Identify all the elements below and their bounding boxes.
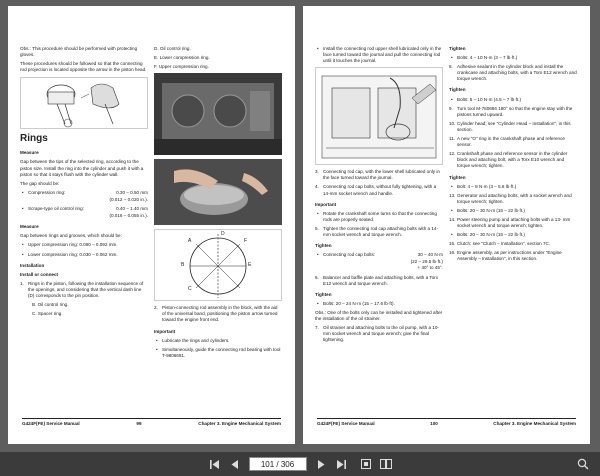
step-10-number: 10. [449, 120, 456, 126]
step-8 [449, 64, 577, 82]
left-footer-title: G424F(FE) Service Manual [22, 421, 80, 426]
c2-tighten-heading-2: Tighten [449, 87, 466, 93]
step-8-text: Adhesive sealant in the cylinder block and install the crankcase and attaching bolts, with a Torx E12 wrench and torque wrench. [457, 64, 577, 82]
c2-bolts-2: • Bolts: 5 – 10 N·m (4.5 – 7 lb·ft.) [449, 97, 577, 103]
step-12-text: Crankshaft phase and reference sensor in the cylinder block and attaching bolt, with a Torx E10 wrench and torque wrench; tighten. [457, 151, 568, 169]
step-9-text: Turn tool M-780666 180° so that the engine stay with the pistons turned upward. [457, 105, 573, 117]
connecting-rod-drawing [316, 68, 442, 164]
left-page-footer [22, 418, 281, 426]
step-15-number: 15. [449, 241, 456, 247]
right-footer-page-number: 100 [430, 421, 438, 426]
c2-bolts-1: • Bolts: 4 – 10 N·m (3 – 7 lb·ft.) [449, 55, 577, 61]
step-7 [315, 325, 443, 343]
obs-paragraph-2: These procedures should be followed so that the connecting rod projection is located opposite the arrow in the piston head. [20, 61, 147, 73]
tighten-heading-1: Tighten [315, 243, 332, 249]
step-1-number: 1. [20, 280, 24, 286]
right-footer-title: G424F(FE) Service Manual [317, 421, 375, 426]
step-12 [449, 151, 577, 169]
step-1-text: Rings in the piston, following the installation sequence of the openings, and considering that the vertical dash line (D) corresponds to the pin position. [28, 280, 144, 298]
scraper-value-2: (0.016 – 0.055 in.). [109, 213, 148, 219]
important-bullet-right: • Rotate the crankshaft some turns so that the connecting rods are properly seated. [315, 211, 443, 223]
diagram-label-e: E [248, 262, 252, 269]
measure-heading-2: Measure [20, 224, 39, 230]
measure-text-2: Gap between rings and grooves, which should be: [20, 233, 122, 239]
step-2-number: 2. [154, 305, 158, 311]
step-10-text: Cylinder head; see "Cylinder Head – Installation", in this section. [457, 120, 571, 132]
step-11 [449, 136, 577, 148]
step-8-number: 8. [449, 64, 453, 70]
zoom-icon[interactable] [572, 456, 594, 472]
connecting-rod-illustration [315, 67, 443, 165]
step-5-text: Tighten the connecting rod cap attaching bolts with a 14-mm socket wrench and torque wrench. [323, 225, 439, 238]
step-13 [449, 193, 577, 205]
important-bullet-2: • Simultaneously, guide the connecting rod bearing with tool T-9806681. [154, 347, 282, 359]
c2-bolts-4: • Bolts: 20 – 30 N·m (15 – 22 lb·ft.) [449, 208, 577, 214]
prev-page-icon[interactable] [228, 457, 242, 471]
right-footer-chapter: Chapter 3. Engine Mechanical System [493, 421, 576, 426]
step-4-text: Connecting rod cap bolts, without fully tightening, with a 14-mm socket wrench and handle. [323, 184, 437, 196]
ring-e: E. Lower compression ring. [154, 55, 210, 61]
piston-rod-illustration [20, 77, 148, 129]
compression-spec [20, 190, 148, 196]
step-4 [315, 184, 443, 196]
scraper-value: 0.40 – 1.40 mm [116, 206, 148, 212]
measure-heading-1: Measure [20, 150, 39, 156]
fit-page-icon[interactable] [359, 457, 373, 471]
conn-bolts-label: • Connecting rod cap bolts: [323, 252, 376, 258]
right-col-1 [315, 46, 443, 346]
piston-rod-drawing [21, 78, 147, 128]
left-footer-page-number: 99 [136, 421, 142, 426]
step-1-b: B. Oil control ring. [32, 302, 69, 308]
compression-value: 0.30 – 0.50 mm [116, 189, 148, 195]
left-col-1 [20, 46, 148, 320]
ring-gap-drawing [155, 230, 281, 300]
left-footer-chapter: Chapter 3. Engine Mechanical System [198, 421, 281, 426]
step-5-number: 5. [315, 225, 319, 231]
step-6-number: 6. [315, 274, 319, 280]
step-7-text: Oil strainer and attaching bolts to the oil pump, with a 10-mm socket wrench and torque wrench; give the final tightening. [323, 325, 439, 343]
c2-tighten-heading-3: Tighten [449, 174, 466, 180]
ring-d: D. Oil control ring. [154, 46, 191, 51]
step-14 [449, 217, 577, 229]
important-heading-left: Important [154, 328, 176, 334]
step-5 [315, 226, 443, 238]
conn-bolts-value-2: (22 – 29.5 lb·ft.) [410, 259, 443, 265]
ring-install-image [154, 159, 282, 225]
step-1 [20, 281, 148, 299]
ring-gap-diagram [154, 229, 282, 301]
scraper-label: • Scrape-type oil control ring: [28, 206, 84, 212]
step-13-number: 13. [449, 192, 456, 198]
step-7-number: 7. [315, 325, 319, 331]
c2-bolts-5: • Bolts: 20 – 30 N·m (15 – 22 lb·ft.) [449, 232, 577, 238]
step-14-number: 14. [449, 216, 456, 222]
step-6-text: Balancer and baffle plate and attaching bolts, with a Torx E12 wrench and torque wrench. [323, 274, 439, 286]
step-11-text: A new "O" ring in the crankshaft phase and reference sensor. [457, 136, 565, 148]
step-1-c: C. Spacer ring. [32, 311, 63, 317]
step-9-number: 9. [449, 105, 453, 111]
page-number-input[interactable] [249, 457, 307, 471]
bolts-20-24-spec: • Bolts: 20 – 24 N·m (15 – 17.6 lb·ft). [315, 301, 443, 307]
step-15-text: Clutch; see "Clutch – Installation", section 7C. [457, 241, 551, 247]
important-heading-right: Important [315, 201, 337, 207]
step-15 [449, 241, 577, 247]
step-6 [315, 275, 443, 287]
step-16 [449, 250, 577, 262]
step-3 [315, 169, 443, 181]
compression-value-2: (0.012 – 0.020 in.). [109, 196, 148, 202]
obs-paragraph: Obs.: This procedure should be performed with protecting gloves. [20, 46, 138, 58]
diagram-label-b: B [181, 262, 185, 269]
c2-tighten-heading-1: Tighten [449, 46, 466, 51]
engine-block-image [154, 73, 282, 155]
next-page-icon[interactable] [314, 457, 328, 471]
step-9 [449, 106, 577, 118]
upper-ring-spec: • Upper compression ring: 0.060 – 0.092 mm. [20, 242, 148, 248]
gap-should-be: The gap should be: [20, 180, 60, 186]
page-right [303, 6, 590, 444]
measure-text-1: Gap between the tips of the selected ring, according to the piston size. Install the ring into the cylinder and push it with a piston so that it stays flush with the cylinder wall. [20, 159, 144, 177]
right-col-2 [449, 46, 577, 266]
first-page-icon[interactable] [208, 457, 222, 471]
rings-heading: Rings [20, 133, 48, 145]
diagram-label-a: A [188, 238, 192, 245]
step-2 [154, 305, 282, 323]
ring-install-photo [154, 159, 282, 225]
installation-heading: Installation [20, 262, 45, 268]
step-4-number: 4. [315, 184, 319, 190]
diagram-label-f: F [244, 238, 248, 245]
important-bullet-1: • Lubricate the rings and cylinders. [154, 338, 282, 344]
step-2-text: Piston-connecting rod assembly in the block, with the aid of the universal band, positioning the piston arrow turned toward the engine front end. [162, 305, 278, 323]
conn-bolts-value: 30 – 40 N·m [417, 252, 443, 258]
step-16-number: 16. [449, 250, 456, 256]
top-bullet: • Install the connecting rod upper shell lubricated only in the face turned toward the journal and pull the connecting rod until it touches the journal. [315, 46, 443, 64]
two-page-icon[interactable] [379, 457, 393, 471]
c2-bolts-3: • Bolt: 4 – 8 N·m (3 – 5.8 lb·ft.) [449, 184, 577, 190]
step-16-text: Engine assembly, as per instructions under "Engine Assembly – Installation", in this section. [457, 250, 562, 262]
conn-bolts-value-3: + 40° to 45°. [417, 265, 443, 271]
step-12-number: 12. [449, 151, 456, 157]
diagram-label-c: C [188, 286, 192, 293]
scraper-spec [20, 206, 148, 212]
obs-one-bolt: Obs.: One of the bolts only can be installed and tightened after the installation of the oil strainer. [315, 309, 443, 321]
step-10 [449, 121, 577, 133]
install-connect-heading: Install or connect [20, 271, 59, 277]
step-13-text: Generator and attaching bolts, with a socket wrench and torque wrench; tighten. [457, 192, 572, 204]
step-14-text: Power steering pump and attaching bolts with a 13- mm socket wrench and torque wrench; tighten. [457, 216, 571, 229]
viewer-toolbar [0, 452, 600, 476]
diagram-label-d: D [221, 231, 225, 238]
conn-bolts-spec [315, 252, 443, 258]
step-3-text: Connecting rod cap, with the lower shell lubricated only in the face turned toward the journal. [323, 169, 440, 181]
last-page-icon[interactable] [334, 457, 348, 471]
step-11-number: 11. [449, 136, 456, 142]
left-col-2 [154, 46, 282, 362]
page-left [8, 6, 295, 444]
step-3-number: 3. [315, 169, 319, 175]
ring-f: F. Upper compression ring. [154, 64, 209, 70]
right-page-footer [317, 418, 576, 426]
compression-label: • Compression ring: [28, 189, 66, 195]
engine-block-photo [154, 73, 282, 155]
tighten-heading-2: Tighten [315, 291, 332, 297]
lower-ring-spec: • Lower compression ring: 0.030 – 0.062 mm. [20, 252, 148, 258]
